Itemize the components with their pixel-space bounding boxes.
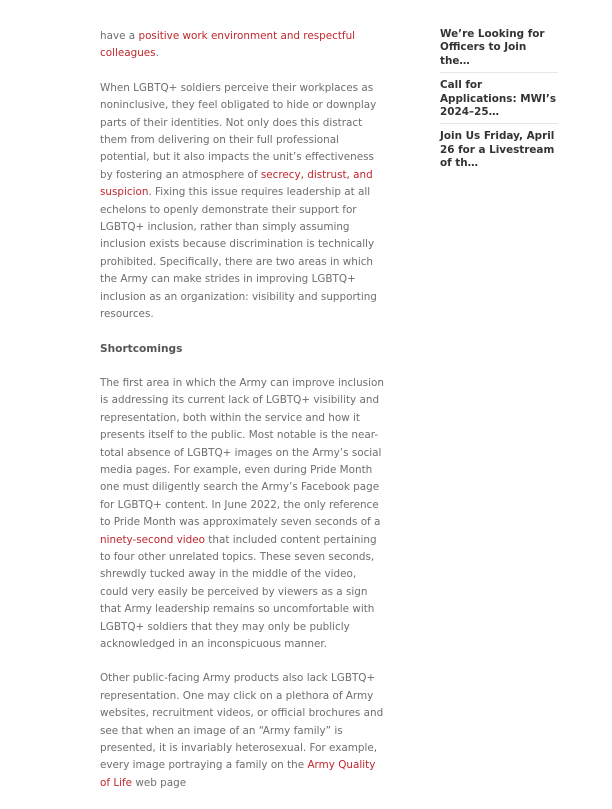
paragraph-3 (100, 375, 384, 654)
paragraph-text: have a (100, 30, 139, 42)
article-body (100, 28, 384, 809)
paragraph-text: . Fixing this issue requires leadership at all echelons to openly demonstrate their support for LGBTQ+ inclusion, rather than simply assuming inclusion exists because discrimination is technically prohibited. Specifically, there are two areas in which the Army can make strides in improving LGBTQ+ inclusion as an organization: visibility and supporting resources. (100, 186, 377, 321)
paragraph-text: Other public-facing Army products also lack LGBTQ+ representation. One may click on a plethora of Army websites, recruitment videos, or official brochures and see that when an image of an “Army family” is presented, it is invariably heterosexual. For example, every image portraying a family on the (100, 672, 384, 772)
paragraph-text: . (155, 47, 159, 60)
paragraph-text: The first area in which the Army can improve inclusion is addressing its current lack of LGBTQ+ visibility and representation, both within the service and how it presents itself to the public. Most notable is the near-total absence of LGBTQ+ images on the Army’s social media pages. For example, even during Pride Month one must diligently search the Army’s Facebook page for LGBTQ+ content. In June 2022, the only reference to Pride Month was approximately seven seconds of a (100, 376, 384, 529)
paragraph-4 (100, 670, 384, 792)
ninety-second-video-link[interactable]: ninety-second video (100, 533, 205, 546)
sidebar-item-officers[interactable]: We’re Looking for Officers to Join the… (440, 28, 558, 73)
paragraph-text: web page (132, 776, 187, 789)
sidebar-item-call-for-applications[interactable]: Call for Applications: MWI’s 2024–25… (440, 79, 558, 124)
sidebar-item-livestream[interactable]: Join Us Friday, April 26 for a Livestream of th… (440, 130, 555, 170)
positive-work-environment-link[interactable]: positive work environment and respectful colleagues (100, 30, 356, 60)
section-heading-shortcomings: Shortcomings (100, 342, 183, 355)
secrecy-distrust-link[interactable]: secrecy, distrust, and suspicion (100, 168, 373, 199)
army-quality-of-life-link[interactable]: Army Quality of Life (100, 759, 376, 789)
paragraph-1 (100, 28, 384, 63)
paragraph-2 (100, 80, 384, 324)
paragraph-text: When LGBTQ+ soldiers perceive their workplaces as noninclusive, they feel obligated to hide or downplay parts of their identities. Not only does this distract them from delivering on their full professional potential, but it also impacts the unit’s effectiveness by fostering an atmosphere of (100, 81, 377, 181)
paragraph-text: that included content pertaining to four other unrelated topics. These seven seconds, shrewdly tucked away in the middle of the video, could very easily be perceived by viewers as a sign that Army leadership remains so uncomfortable with LGBTQ+ soldiers that they may only be publicly acknowledged in an inconspicuous manner. (100, 533, 377, 650)
sidebar-related-posts (440, 28, 558, 170)
